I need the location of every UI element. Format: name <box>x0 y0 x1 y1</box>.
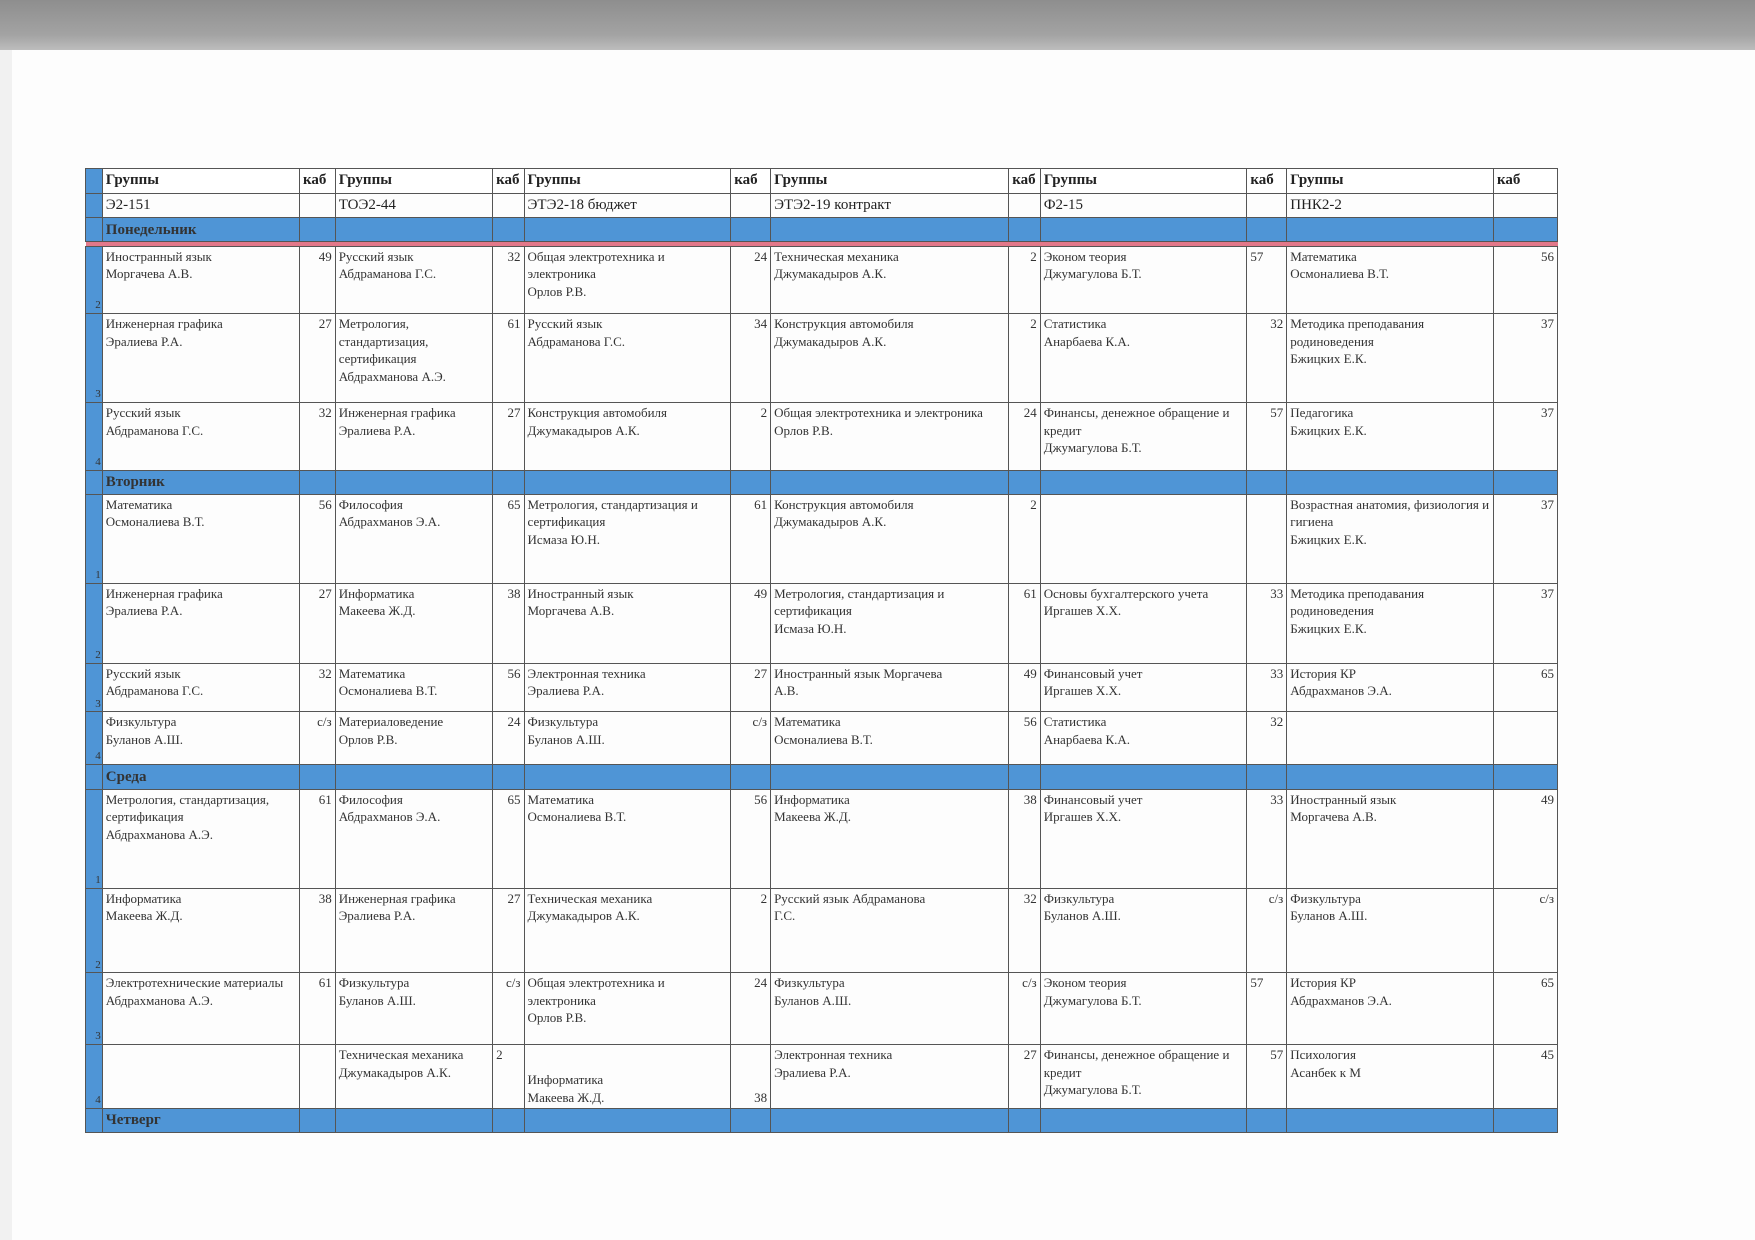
group-name: ТОЭ2-44 <box>335 193 492 218</box>
lesson-cell: Русский язык Абдраманова Г.С. <box>102 402 299 470</box>
scan-left-edge <box>0 50 12 1240</box>
lesson-row <box>86 888 1558 973</box>
room-cell: 49 <box>731 583 771 663</box>
lesson-cell: Математика Осмоналиева В.Т. <box>524 789 731 888</box>
lesson-cell: Метрология, стандартизация, сертификация Абдрахманова А.Э. <box>335 314 492 403</box>
room-cell: 38 <box>1009 789 1040 888</box>
room-cell: 32 <box>1009 888 1040 973</box>
room-cell: 33 <box>1247 789 1287 888</box>
day-header-row <box>86 765 1558 789</box>
room-cell: 61 <box>300 789 336 888</box>
lesson-row <box>86 314 1558 403</box>
room-cell <box>1247 494 1287 583</box>
group-name: ЭТЭ2-18 бюджет <box>524 193 731 218</box>
groups-header: Группы <box>771 169 1009 194</box>
group-name: Ф2-15 <box>1040 193 1247 218</box>
room-cell: 24 <box>731 246 771 314</box>
lesson-cell: Педагогика Бжицких Е.К. <box>1287 402 1494 470</box>
lesson-cell: Общая электротехника и электроника Орлов Р.В. <box>524 973 731 1045</box>
lesson-cell: Метрология, стандартизация и сертификация Исмаза Ю.Н. <box>771 583 1009 663</box>
lesson-cell: Иностранный язык Моргачева А.В. <box>1287 789 1494 888</box>
lesson-cell: Математика Осмоналиева В.Т. <box>102 494 299 583</box>
lesson-row <box>86 712 1558 765</box>
room-cell <box>1493 712 1557 765</box>
room-cell: 38 <box>300 888 336 973</box>
room-cell: 56 <box>731 789 771 888</box>
room-cell: 2 <box>493 1045 524 1108</box>
lesson-row <box>86 246 1558 314</box>
room-cell: с/з <box>1009 973 1040 1045</box>
room-cell: 37 <box>1493 314 1557 403</box>
lesson-cell: Конструкция автомобиля Джумакадыров А.К. <box>771 314 1009 403</box>
lesson-cell: Иностранный язык Моргачева А.В. <box>771 663 1009 712</box>
room-cell: с/з <box>300 712 336 765</box>
lesson-cell: Информатика Макеева Ж.Д. <box>771 789 1009 888</box>
lesson-number: 2 <box>86 888 103 973</box>
groups-header: Группы <box>524 169 731 194</box>
groups-header: Группы <box>102 169 299 194</box>
room-cell: 24 <box>731 973 771 1045</box>
room-cell: 32 <box>1247 314 1287 403</box>
room-cell: 57 <box>1247 402 1287 470</box>
lesson-cell: Техническая механика Джумакадыров А.К. <box>335 1045 492 1108</box>
lesson-cell: Информатика Макеева Ж.Д. <box>335 583 492 663</box>
lesson-row <box>86 973 1558 1045</box>
lesson-cell: Математика Осмоналиева В.Т. <box>335 663 492 712</box>
group-name: Э2-151 <box>102 193 299 218</box>
room-cell: 24 <box>493 712 524 765</box>
room-cell: 32 <box>300 402 336 470</box>
lesson-cell: Эконом теория Джумагулова Б.Т. <box>1040 246 1247 314</box>
room-cell: 27 <box>493 888 524 973</box>
row-number-cell <box>86 169 103 194</box>
room-cell: 24 <box>1009 402 1040 470</box>
room-cell: 27 <box>493 402 524 470</box>
lesson-cell: Инженерная графика Эралиева Р.А. <box>335 402 492 470</box>
room-cell: с/з <box>1247 888 1287 973</box>
kab-header: каб <box>300 169 336 194</box>
lesson-cell: Физкультура Буланов А.Ш. <box>1040 888 1247 973</box>
lesson-cell <box>1287 712 1494 765</box>
room-cell: 65 <box>1493 663 1557 712</box>
room-cell: 34 <box>731 314 771 403</box>
lesson-cell <box>102 1045 299 1108</box>
room-cell: 65 <box>493 494 524 583</box>
lesson-cell: Философия Абдрахманов Э.А. <box>335 789 492 888</box>
lesson-row <box>86 1045 1558 1108</box>
lesson-cell: Инженерная графика Эралиева Р.А. <box>335 888 492 973</box>
room-cell: 61 <box>300 973 336 1045</box>
room-cell: 49 <box>300 246 336 314</box>
room-cell: 33 <box>1247 663 1287 712</box>
room-cell: 57 <box>1247 973 1287 1045</box>
room-cell: с/з <box>493 973 524 1045</box>
groups-header: Группы <box>335 169 492 194</box>
lesson-cell <box>1040 494 1247 583</box>
groups-header: Группы <box>1040 169 1247 194</box>
lesson-cell: Основы бухгалтерского учета Иргашев Х.Х. <box>1040 583 1247 663</box>
room-cell: 32 <box>300 663 336 712</box>
lesson-cell: Конструкция автомобиля Джумакадыров А.К. <box>771 494 1009 583</box>
room-cell: 33 <box>1247 583 1287 663</box>
lesson-number: 4 <box>86 712 103 765</box>
room-cell: 2 <box>731 888 771 973</box>
room-cell: 37 <box>1493 583 1557 663</box>
room-cell: 49 <box>1493 789 1557 888</box>
room-cell: 65 <box>1493 973 1557 1045</box>
lesson-cell: История КР Абдрахманов Э.А. <box>1287 663 1494 712</box>
room-cell: 2 <box>1009 246 1040 314</box>
lesson-cell: История КР Абдрахманов Э.А. <box>1287 973 1494 1045</box>
lesson-cell: Физкультура Буланов А.Ш. <box>1287 888 1494 973</box>
room-cell: 27 <box>1009 1045 1040 1108</box>
lesson-cell: Информатика Макеева Ж.Д. <box>102 888 299 973</box>
room-cell: 57 <box>1247 1045 1287 1108</box>
lesson-cell: Возрастная анатомия, физиология и гигиена Бжицких Е.К. <box>1287 494 1494 583</box>
lesson-cell: Метрология, стандартизация, сертификация Абдрахманова А.Э. <box>102 789 299 888</box>
room-cell: 61 <box>493 314 524 403</box>
room-cell: 61 <box>1009 583 1040 663</box>
room-cell: 56 <box>1009 712 1040 765</box>
kab-header: каб <box>1009 169 1040 194</box>
room-cell: 37 <box>1493 494 1557 583</box>
day-label-thursday: Четверг <box>102 1108 299 1132</box>
groups-header: Группы <box>1287 169 1494 194</box>
lesson-cell: Физкультура Буланов А.Ш. <box>102 712 299 765</box>
lesson-cell: Электротехнические материалы Абдрахманова А.Э. <box>102 973 299 1045</box>
lesson-number: 3 <box>86 973 103 1045</box>
room-cell: 65 <box>493 789 524 888</box>
room-cell: 27 <box>300 314 336 403</box>
lesson-row <box>86 789 1558 888</box>
lesson-cell: Русский язык Абдраманова Г.С. <box>102 663 299 712</box>
room-cell: 57 <box>1247 246 1287 314</box>
lesson-cell: Эконом теория Джумагулова Б.Т. <box>1040 973 1247 1045</box>
lesson-cell: Русский язык Абдраманова Г.С. <box>524 314 731 403</box>
room-cell: 37 <box>1493 402 1557 470</box>
day-label-monday: Понедельник <box>102 218 299 242</box>
lesson-cell: Конструкция автомобиля Джумакадыров А.К. <box>524 402 731 470</box>
room-cell: 45 <box>1493 1045 1557 1108</box>
room-cell: 27 <box>731 663 771 712</box>
room-cell: 56 <box>300 494 336 583</box>
lesson-cell: Техническая механика Джумакадыров А.К. <box>524 888 731 973</box>
day-header-row <box>86 218 1558 242</box>
lesson-number: 2 <box>86 246 103 314</box>
day-label-wednesday: Среда <box>102 765 299 789</box>
day-header-row <box>86 470 1558 494</box>
day-label-tuesday: Вторник <box>102 470 299 494</box>
room-cell: 2 <box>1009 314 1040 403</box>
group-names-row <box>86 193 1558 218</box>
lesson-cell: Инженерная графика Эралиева Р.А. <box>102 314 299 403</box>
scan-top-shadow <box>0 0 1755 50</box>
lesson-number: 3 <box>86 314 103 403</box>
lesson-cell: Иностранный язык Моргачева А.В. <box>524 583 731 663</box>
schedule-table <box>85 168 1558 1133</box>
lesson-cell: Физкультура Буланов А.Ш. <box>335 973 492 1045</box>
group-name: ЭТЭ2-19 контракт <box>771 193 1009 218</box>
lesson-cell: Математика Осмоналиева В.Т. <box>1287 246 1494 314</box>
kab-header: каб <box>1493 169 1557 194</box>
lesson-number: 3 <box>86 663 103 712</box>
day-header-row <box>86 1108 1558 1132</box>
lesson-cell: Физкультура Буланов А.Ш. <box>771 973 1009 1045</box>
lesson-cell: Статистика Анарбаева К.А. <box>1040 712 1247 765</box>
lesson-cell: Финансы, денежное обращение и кредит Джумагулова Б.Т. <box>1040 1045 1247 1108</box>
lesson-cell: Философия Абдрахманов Э.А. <box>335 494 492 583</box>
room-cell <box>300 1045 336 1108</box>
lesson-cell: Электронная техника Эралиева Р.А. <box>771 1045 1009 1108</box>
lesson-number: 1 <box>86 789 103 888</box>
room-cell: 56 <box>493 663 524 712</box>
kab-header: каб <box>1247 169 1287 194</box>
lesson-cell: Статистика Анарбаева К.А. <box>1040 314 1247 403</box>
lesson-cell: Электронная техника Эралиева Р.А. <box>524 663 731 712</box>
lesson-cell: Методика преподавания родиноведения Бжицких Е.К. <box>1287 583 1494 663</box>
room-cell: 32 <box>493 246 524 314</box>
kab-header: каб <box>493 169 524 194</box>
kab-header: каб <box>731 169 771 194</box>
room-cell: 61 <box>731 494 771 583</box>
lesson-row <box>86 583 1558 663</box>
room-cell: 38 <box>731 1045 771 1108</box>
lesson-number: 2 <box>86 583 103 663</box>
lesson-row <box>86 494 1558 583</box>
lesson-cell: Русский язык Абдраманова Г.С. <box>771 888 1009 973</box>
lesson-cell: Информатика Макеева Ж.Д. <box>524 1045 731 1108</box>
lesson-cell: Общая электротехника и электроника Орлов Р.В. <box>524 246 731 314</box>
room-cell: с/з <box>1493 888 1557 973</box>
lesson-number: 1 <box>86 494 103 583</box>
lesson-cell: Финансы, денежное обращение и кредит Джумагулова Б.Т. <box>1040 402 1247 470</box>
lesson-cell: Техническая механика Джумакадыров А.К. <box>771 246 1009 314</box>
lesson-cell: Методика преподавания родиноведения Бжицких Е.К. <box>1287 314 1494 403</box>
lesson-cell: Финансовый учет Иргашев Х.Х. <box>1040 663 1247 712</box>
lesson-cell: Инженерная графика Эралиева Р.А. <box>102 583 299 663</box>
room-cell: 38 <box>493 583 524 663</box>
row-number-cell <box>86 193 103 218</box>
lesson-row <box>86 402 1558 470</box>
room-cell: 49 <box>1009 663 1040 712</box>
lesson-cell: Финансовый учет Иргашев Х.Х. <box>1040 789 1247 888</box>
room-cell: 2 <box>1009 494 1040 583</box>
lesson-cell: Психология Асанбек к М <box>1287 1045 1494 1108</box>
room-cell: 56 <box>1493 246 1557 314</box>
lesson-cell: Русский язык Абдраманова Г.С. <box>335 246 492 314</box>
lesson-cell: Метрология, стандартизация и сертификация Исмаза Ю.Н. <box>524 494 731 583</box>
room-cell: с/з <box>731 712 771 765</box>
header-row <box>86 169 1558 194</box>
lesson-number: 4 <box>86 1045 103 1108</box>
room-cell: 27 <box>300 583 336 663</box>
room-cell: 2 <box>731 402 771 470</box>
lesson-row <box>86 663 1558 712</box>
lesson-cell: Общая электротехника и электроника Орлов Р.В. <box>771 402 1009 470</box>
lesson-cell: Материаловедение Орлов Р.В. <box>335 712 492 765</box>
lesson-number: 4 <box>86 402 103 470</box>
lesson-cell: Иностранный язык Моргачева А.В. <box>102 246 299 314</box>
group-name: ПНК2-2 <box>1287 193 1494 218</box>
room-cell: 32 <box>1247 712 1287 765</box>
lesson-cell: Физкультура Буланов А.Ш. <box>524 712 731 765</box>
lesson-cell: Математика Осмоналиева В.Т. <box>771 712 1009 765</box>
